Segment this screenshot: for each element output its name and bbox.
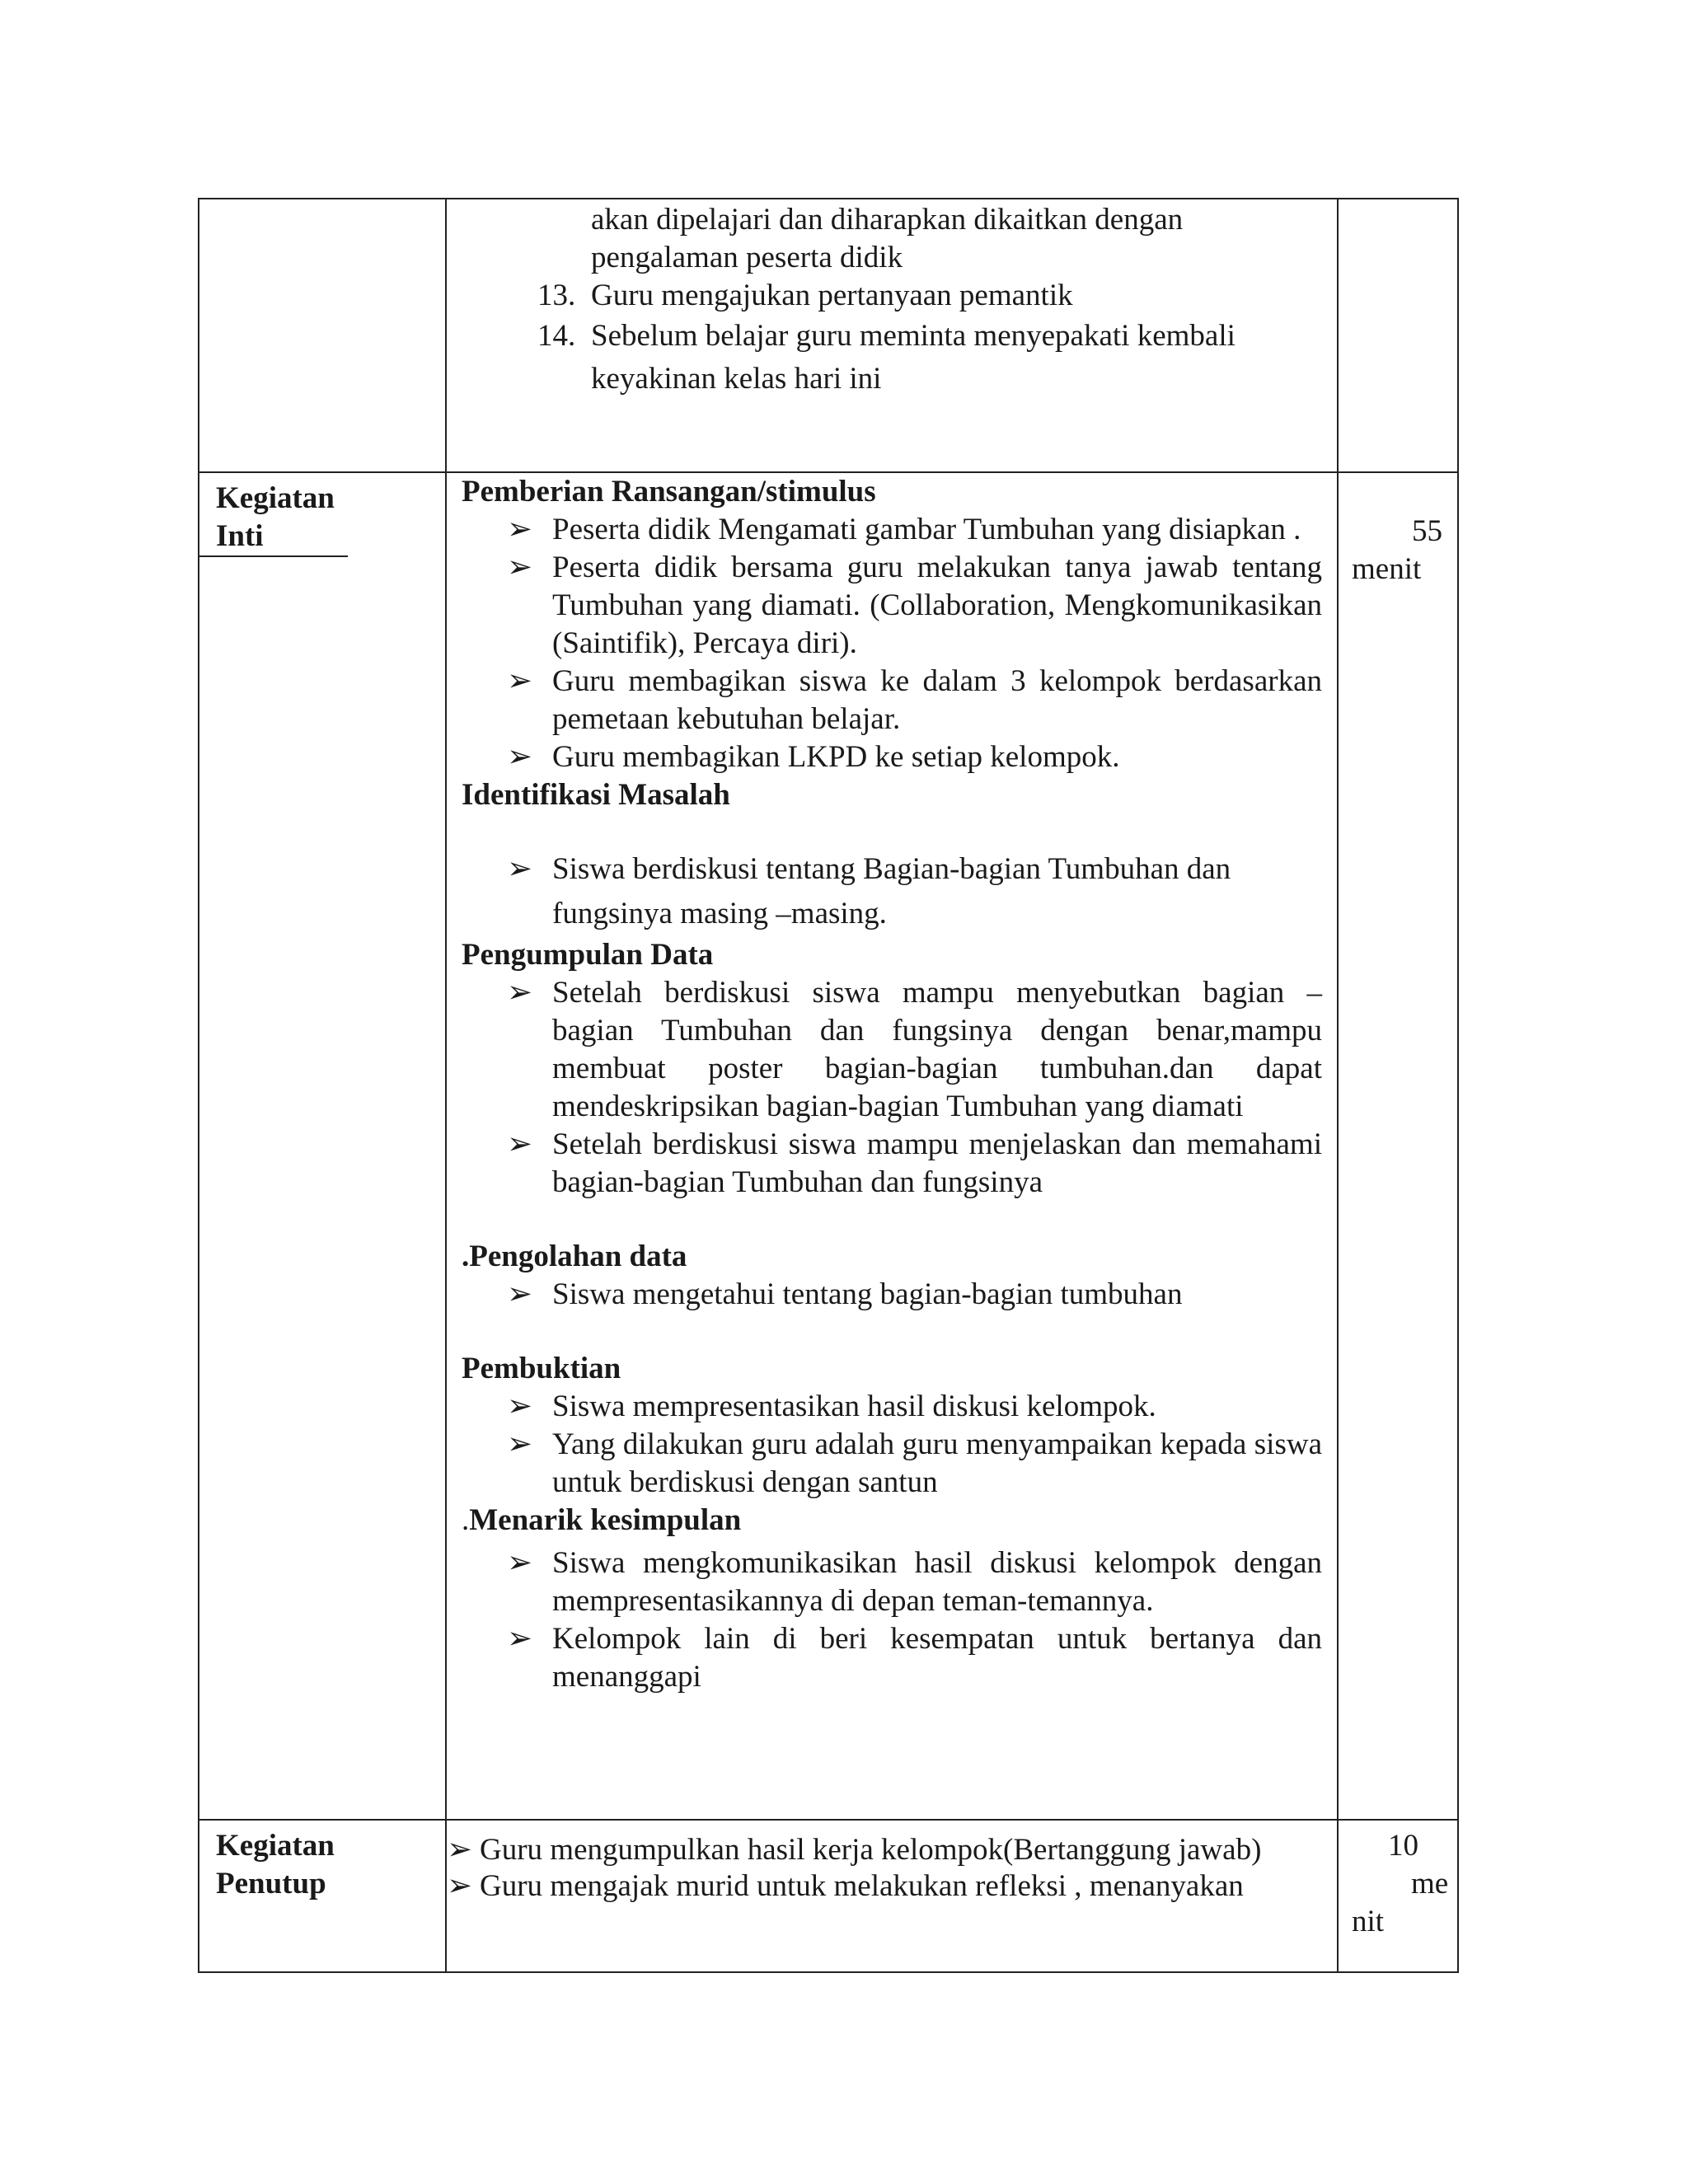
- section-heading: .Pengolahan data: [462, 1240, 687, 1273]
- arrow-bullet-icon: ➢: [507, 1427, 533, 1461]
- row2-content-cell: [446, 472, 1338, 1820]
- duration-number: 55: [1412, 514, 1442, 548]
- bullet-list: [462, 1276, 1322, 1314]
- arrow-bullet-icon: ➢: [507, 664, 533, 698]
- arrow-bullet-icon: ➢: [507, 1277, 533, 1311]
- arrow-bullet-icon: ➢: [447, 1833, 473, 1867]
- list-item: ➢ Guru mengajak murid untuk melakukan refleksi , menanyakan: [447, 1869, 1244, 1903]
- bullet-list: [462, 974, 1322, 1202]
- section-heading: Identifikasi Masalah: [462, 778, 730, 812]
- row1-label-cell: [199, 199, 446, 472]
- bullet-list: [462, 511, 1322, 776]
- list-item: ➢ Setelah berdiskusi siswa mampu menyebutkan bagian – bagian Tumbuhan dan fungsinya dengan benar,mampu membuat poster bagian-bagian tumbuhan.dan dapat mendeskripsikan bagian-bagian Tumbuhan yang diamati: [507, 976, 1322, 1123]
- row3-content-cell: [446, 1820, 1338, 1972]
- arrow-bullet-icon: ➢: [507, 976, 533, 1010]
- arrow-bullet-icon: ➢: [507, 740, 533, 774]
- bullet-list: [447, 1821, 1337, 1905]
- bullet-list: [462, 1544, 1322, 1696]
- duration-unit: nit: [1352, 1905, 1385, 1938]
- table-row: [199, 199, 1458, 472]
- list-item: ➢ Siswa mengkomunikasikan hasil diskusi kelompok dengan mempresentasikannya di depan teman-temannya.: [507, 1546, 1322, 1618]
- arrow-bullet-icon: ➢: [507, 1622, 533, 1656]
- row2-time-cell: [1338, 472, 1458, 1820]
- section-heading: Pemberian Ransangan/stimulus: [462, 475, 876, 509]
- table-row: [199, 1820, 1458, 1972]
- row2-label-cell: [199, 472, 446, 1820]
- arrow-bullet-icon: ➢: [507, 551, 533, 584]
- arrow-bullet-icon: ➢: [507, 852, 533, 886]
- list-item: ➢ Setelah berdiskusi siswa mampu menjelaskan dan memahami bagian-bagian Tumbuhan dan fungsinya: [507, 1127, 1322, 1199]
- arrow-bullet-icon: ➢: [507, 1390, 533, 1423]
- bullet-list: [462, 1388, 1322, 1502]
- duration-number: 10: [1388, 1829, 1418, 1863]
- section-heading: .Menarik kesimpulan: [462, 1503, 742, 1537]
- list-item: ➢ Peserta didik Mengamati gambar Tumbuhan yang disiapkan .: [507, 511, 1322, 549]
- row3-label-cell: [199, 1820, 446, 1972]
- arrow-bullet-icon: ➢: [447, 1869, 473, 1903]
- bullet-list: [462, 847, 1322, 936]
- section-heading: Pembuktian: [462, 1352, 621, 1385]
- section-label: Kegiatan Inti: [199, 480, 348, 557]
- row1-time-cell: [1338, 199, 1458, 472]
- list-item: ➢ Guru membagikan siswa ke dalam 3 kelompok berdasarkan pemetaan kebutuhan belajar.: [507, 664, 1322, 736]
- list-item: ➢ Siswa mengetahui tentang bagian-bagian tumbuhan: [507, 1276, 1322, 1314]
- section-label: Kegiatan Penutup: [216, 1829, 335, 1900]
- numbered-list: [447, 277, 1337, 401]
- list-item: ➢ Guru mengumpulkan hasil kerja kelompok(Bertanggung jawab): [447, 1833, 1262, 1867]
- list-item: ➢ Peserta didik bersama guru melakukan tanya jawab tentang Tumbuhan yang diamati. (Collaboration, Mengkomunikasikan (Saintifik), Percaya diri).: [507, 551, 1322, 660]
- lesson-plan-table: [198, 198, 1459, 1973]
- row3-time-cell: [1338, 1820, 1458, 1972]
- list-item: 14. Sebelum belajar guru meminta menyepakati kembali keyakinan kelas hari ini: [537, 319, 1236, 396]
- arrow-bullet-icon: ➢: [507, 513, 533, 546]
- list-item: ➢ Guru membagikan LKPD ke setiap kelompok.: [507, 738, 1322, 776]
- list-item: ➢ Siswa berdiskusi tentang Bagian-bagian Tumbuhan dan fungsinya masing –masing.: [507, 847, 1322, 936]
- arrow-bullet-icon: ➢: [507, 1127, 533, 1161]
- list-item: ➢ Siswa mempresentasikan hasil diskusi kelompok.: [507, 1388, 1322, 1426]
- list-item: ➢ Kelompok lain di beri kesempatan untuk bertanya dan menanggapi: [507, 1622, 1322, 1694]
- arrow-bullet-icon: ➢: [507, 1546, 533, 1580]
- table-row: [199, 472, 1458, 1820]
- list-item: ➢ Yang dilakukan guru adalah guru menyampaikan kepada siswa untuk berdiskusi dengan santun: [507, 1427, 1322, 1499]
- list-item: 13. Guru mengajukan pertanyaan pemantik: [537, 279, 1073, 312]
- duration-unit: me: [1411, 1867, 1449, 1900]
- continuation-line: akan dipelajari dan diharapkan dikaitkan dengan: [591, 203, 1184, 237]
- duration-unit: menit: [1352, 552, 1422, 586]
- row1-content-cell: [446, 199, 1338, 472]
- section-heading: Pengumpulan Data: [462, 938, 714, 972]
- continuation-line: pengalaman peserta didik: [591, 241, 903, 274]
